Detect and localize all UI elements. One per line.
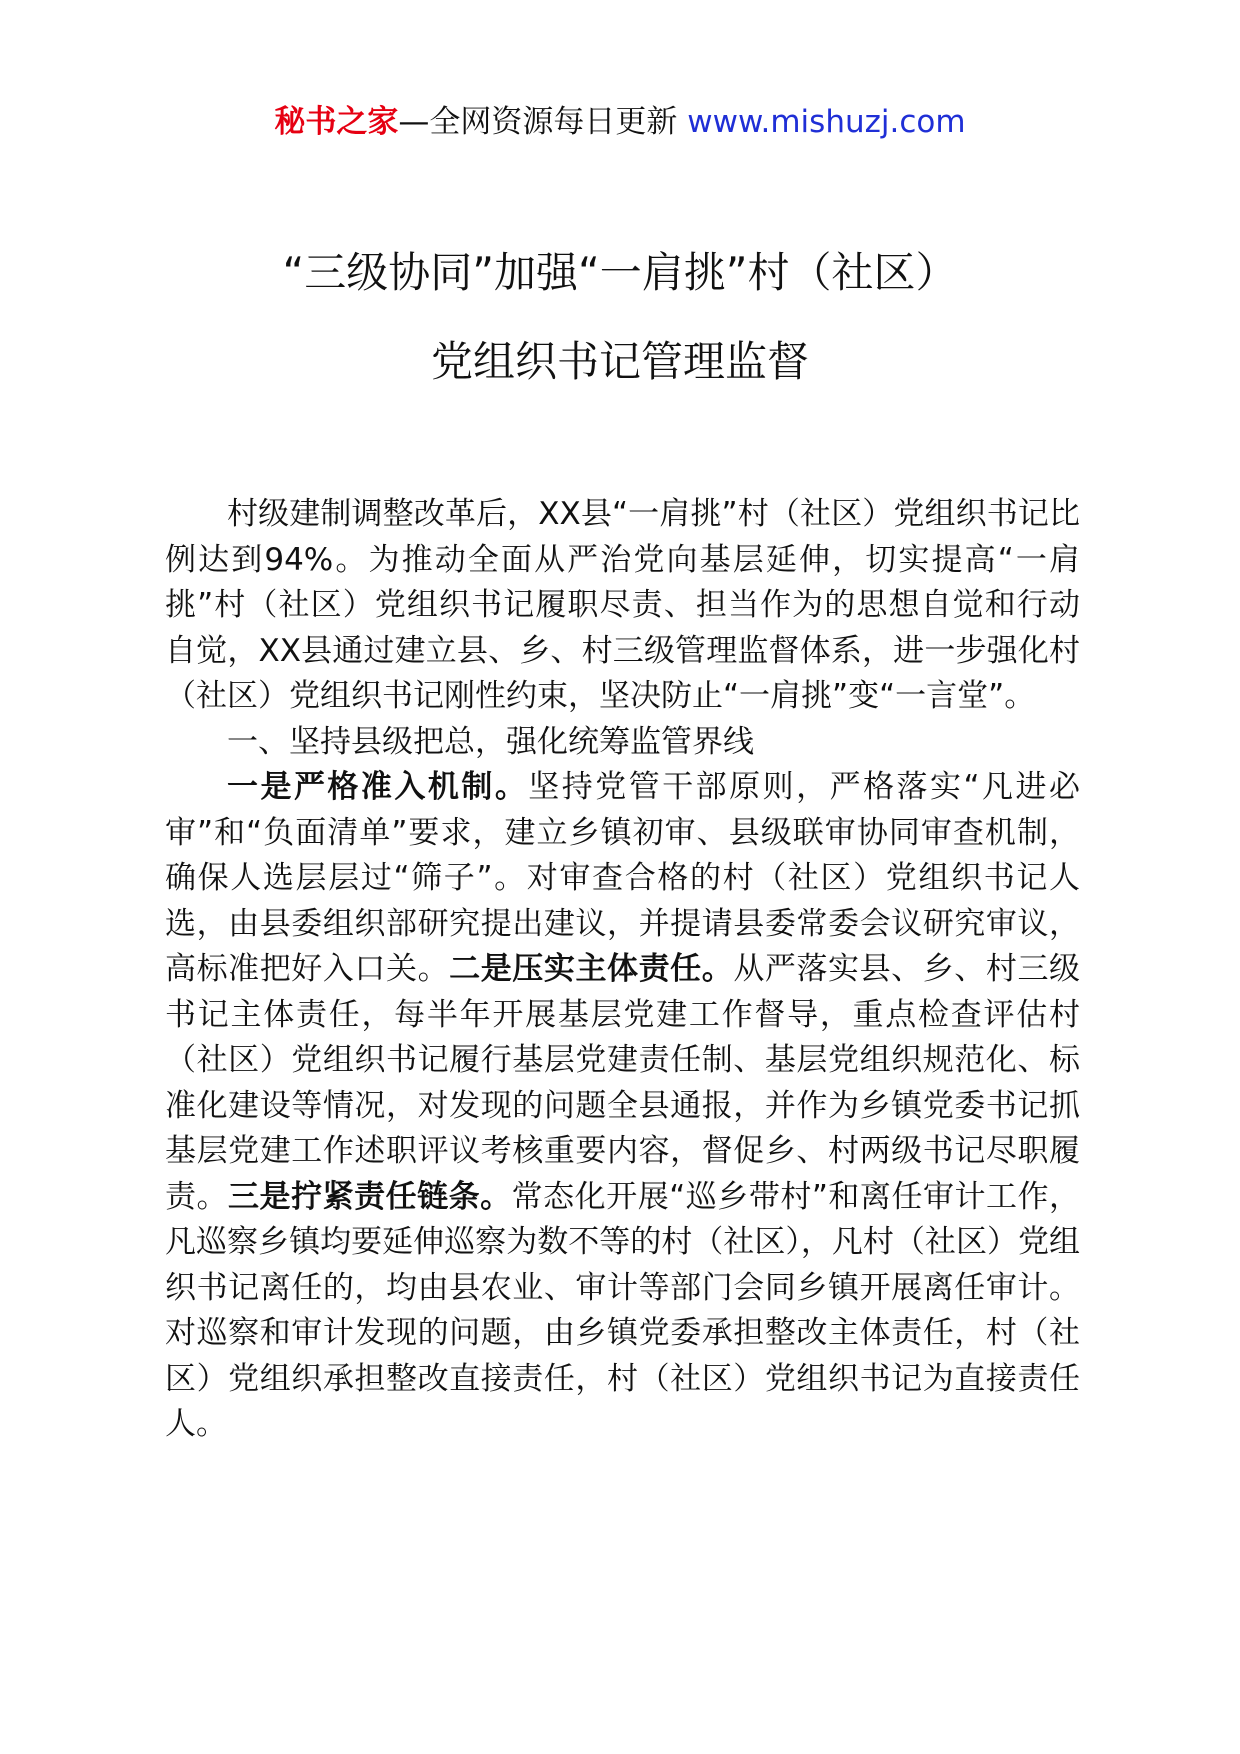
site-brand: 秘书之家 xyxy=(274,104,399,140)
site-url: www.mishuzj.com xyxy=(687,104,966,140)
site-header xyxy=(0,100,1240,144)
point-3-title: 三是拧紧责任链条。 xyxy=(228,1178,512,1215)
point-1-title: 一是严格准入机制。 xyxy=(227,769,529,805)
document-title-line-2: 党组织书记管理监督 xyxy=(430,337,809,386)
document-title-line-1: “三级协同”加强“一肩挑”村（社区） xyxy=(282,248,958,297)
document-body xyxy=(165,492,1080,1448)
point-3-text: 常态化开展“巡乡带村”和离任审计工作，凡巡察乡镇均要延伸巡察为数不等的村（社区），凡村（社区）党组织书记离任的，均由县农业、审计等部门会同乡镇开展离任审计。对巡察和审计发现的问题，由乡镇党委承担整改主体责任，村（社区）党组织承担整改直接责任，村（社区）党组织书记为直接责任人。 xyxy=(165,1178,1081,1442)
section-heading: 一、坚持县级把总，强化统筹监管界线 xyxy=(227,723,754,760)
section-paragraph xyxy=(165,765,1080,1448)
site-tagline: —全网资源每日更新 xyxy=(398,104,688,140)
intro-paragraph: 村级建制调整改革后，XX县“一肩挑”村（社区）党组织书记比例达到94%。为推动全面从严治党向基层延伸，切实提高“一肩挑”村（社区）党组织书记履职尽责、担当作为的思想自觉和行动自觉，XX县通过建立县、乡、村三级管理监督体系，进一步强化村（社区）党组织书记刚性约束，坚决防止“一肩挑”变“一言堂”。 xyxy=(165,496,1080,714)
point-1-text: 坚持党管干部原则，严格落实“凡进必审”和“负面清单”要求，建立乡镇初审、县级联审协同审查机制，确保人选层层过“筛子”。对审查合格的村（社区）党组织书记人选，由县委组织部研究提出建议，并提请县委常委会议研究审议，高标准把好入口关。 xyxy=(165,769,1080,987)
point-2-text: 从严落实县、乡、村三级书记主体责任，每半年开展基层党建工作督导，重点检查评估村（社区）党组织书记履行基层党建责任制、基层党组织规范化、标准化建设等情况，对发现的问题全县通报，并作为乡镇党委书记抓基层党建工作述职评议考核重要内容，督促乡、村两级书记尽职履责。 xyxy=(165,951,1081,1215)
point-2-title: 二是压实主体责任。 xyxy=(449,951,734,987)
